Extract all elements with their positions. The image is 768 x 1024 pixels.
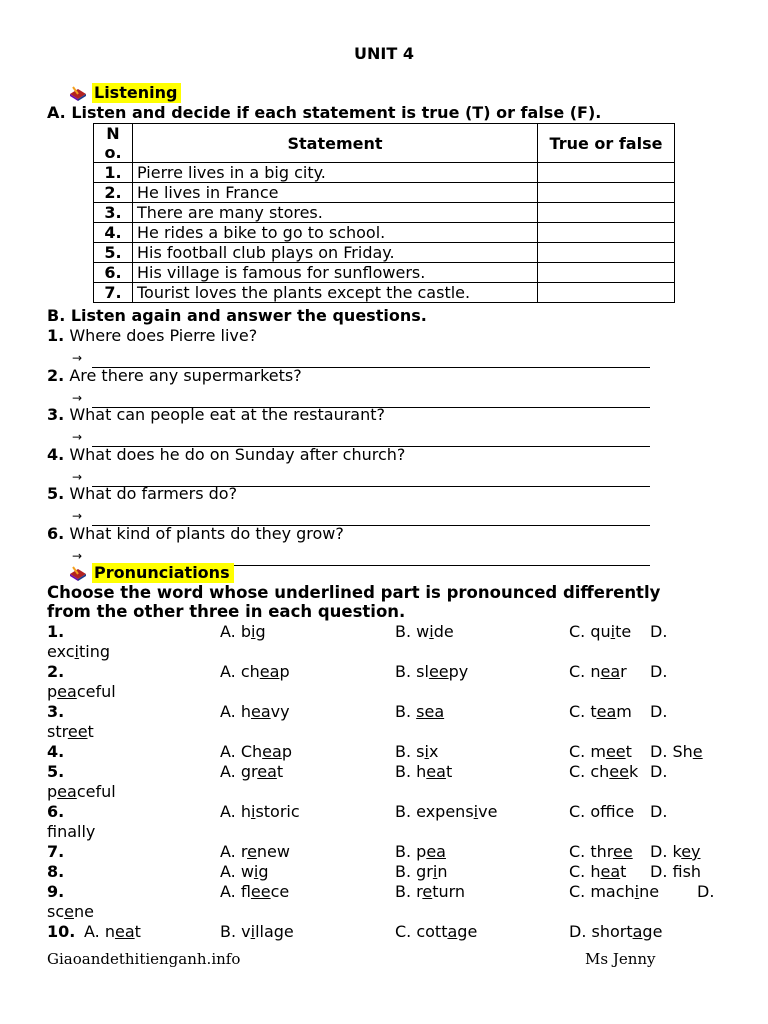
option-d[interactable] bbox=[650, 622, 667, 642]
word-part: B. sl bbox=[395, 662, 429, 681]
underlined-part: e bbox=[64, 902, 74, 921]
statement-number: 4. bbox=[94, 223, 133, 243]
word-part: D. bbox=[650, 662, 668, 681]
option-d-word[interactable] bbox=[47, 682, 116, 702]
true-false-answer-cell[interactable] bbox=[538, 283, 675, 303]
true-false-answer-cell[interactable] bbox=[538, 243, 675, 263]
underlined-part: ee bbox=[428, 662, 449, 681]
underlined-part: ea bbox=[426, 842, 446, 861]
underlined-part: i bbox=[610, 622, 616, 641]
option-word bbox=[395, 662, 468, 681]
word-part: B. v bbox=[220, 922, 251, 941]
item-number: 2. bbox=[47, 662, 65, 681]
pronunciation-heading bbox=[68, 563, 234, 583]
option-word bbox=[47, 722, 94, 741]
option-d-word[interactable] bbox=[47, 782, 116, 802]
question bbox=[47, 366, 302, 386]
word-part: A. Ch bbox=[220, 742, 263, 761]
option-word bbox=[47, 682, 116, 701]
underlined-part: a bbox=[447, 922, 458, 941]
option-word bbox=[395, 622, 454, 641]
arrow-icon: → bbox=[72, 430, 83, 444]
word-part: ting bbox=[79, 642, 111, 661]
question-text: What do farmers do? bbox=[69, 484, 238, 503]
word-part: C. mach bbox=[569, 882, 635, 901]
question-text: What does he do on Sunday after church? bbox=[69, 444, 406, 464]
statement-table bbox=[93, 123, 675, 303]
word-part: A. ch bbox=[220, 662, 260, 681]
word-part: str bbox=[47, 722, 68, 741]
underlined-part: ea bbox=[600, 862, 621, 881]
option-d-word[interactable] bbox=[47, 642, 110, 662]
statement-row bbox=[94, 283, 675, 303]
option-b[interactable] bbox=[395, 742, 438, 762]
question-number: 6. bbox=[47, 523, 65, 543]
statement-row bbox=[94, 163, 675, 183]
word-part: D. Sh bbox=[650, 742, 693, 761]
option-word bbox=[220, 842, 290, 861]
option-c[interactable] bbox=[569, 742, 632, 762]
item-number: 1. bbox=[47, 622, 65, 641]
word-part: B. h bbox=[395, 762, 427, 781]
option-b[interactable] bbox=[395, 842, 446, 862]
word-part: C. ch bbox=[569, 762, 610, 781]
word-part: t bbox=[445, 762, 453, 781]
option-a[interactable] bbox=[220, 742, 292, 762]
option-word bbox=[569, 622, 631, 641]
option-c[interactable] bbox=[569, 662, 627, 682]
word-part: D. f bbox=[650, 862, 683, 881]
option-word bbox=[395, 742, 438, 761]
word-part: llage bbox=[255, 922, 294, 941]
word-part: ge bbox=[457, 922, 478, 941]
question-number: 1. bbox=[47, 326, 65, 345]
word-part: C. m bbox=[569, 742, 606, 761]
option-word bbox=[220, 922, 294, 941]
option-d[interactable] bbox=[650, 702, 667, 722]
statement-text: There are many stores. bbox=[133, 203, 538, 223]
option-word bbox=[650, 802, 667, 821]
underlined-part: ea bbox=[426, 762, 446, 781]
word-part: ge bbox=[642, 922, 663, 941]
option-a[interactable] bbox=[220, 802, 300, 822]
word-part: p bbox=[281, 742, 292, 761]
word-part: B. gr bbox=[395, 862, 433, 881]
instruction-b: B. Listen again and answer the questions. bbox=[47, 306, 427, 325]
question bbox=[47, 445, 405, 465]
item-number: 6. bbox=[47, 802, 65, 821]
option-c[interactable] bbox=[569, 862, 626, 882]
word-part: A. n bbox=[84, 922, 115, 941]
option-word bbox=[650, 702, 667, 721]
option-d[interactable] bbox=[697, 882, 714, 902]
option-word bbox=[220, 622, 266, 641]
option-d[interactable] bbox=[650, 742, 703, 762]
option-d-word[interactable] bbox=[47, 822, 95, 842]
option-word bbox=[569, 862, 626, 881]
option-d[interactable] bbox=[650, 662, 667, 682]
arrow-icon: → bbox=[72, 509, 83, 523]
word-part: A. h bbox=[220, 802, 251, 821]
option-b[interactable] bbox=[395, 662, 468, 682]
word-part: ceful bbox=[76, 682, 116, 701]
question-number: 5. bbox=[47, 484, 65, 503]
word-part: B. expens bbox=[395, 802, 474, 821]
statement-row bbox=[94, 183, 675, 203]
item-number: 5. bbox=[47, 762, 65, 781]
book-bullet-icon bbox=[68, 85, 88, 101]
word-part: ne bbox=[73, 902, 94, 921]
option-word bbox=[650, 762, 667, 781]
true-false-answer-cell[interactable] bbox=[538, 203, 675, 223]
word-part: new bbox=[256, 842, 290, 861]
statement-number: 1. bbox=[94, 163, 133, 183]
page-title: UNIT 4 bbox=[354, 44, 414, 63]
option-word bbox=[395, 882, 465, 901]
underlined-part: ea bbox=[259, 662, 280, 681]
item-number: 4. bbox=[47, 742, 65, 761]
item-number: 3. bbox=[47, 702, 65, 721]
question bbox=[47, 326, 257, 346]
word-part: m bbox=[616, 702, 632, 721]
word-part: r bbox=[620, 662, 627, 681]
underlined-part: ee bbox=[605, 742, 626, 761]
option-word bbox=[569, 762, 638, 781]
underlined-part: i bbox=[429, 622, 434, 641]
word-part: t bbox=[134, 922, 141, 941]
word-part: t bbox=[620, 862, 627, 881]
option-d[interactable] bbox=[650, 802, 667, 822]
item-number: 10. bbox=[47, 922, 76, 941]
option-d[interactable] bbox=[650, 842, 701, 862]
statement-text: His football club plays on Friday. bbox=[133, 243, 538, 263]
word-part: k bbox=[628, 762, 639, 781]
option-b[interactable] bbox=[220, 922, 294, 942]
question-text: What can people eat at the restaurant? bbox=[69, 405, 386, 424]
option-word bbox=[220, 862, 269, 881]
footer-author: Ms Jenny bbox=[585, 950, 656, 968]
word-part: n bbox=[437, 862, 448, 881]
underlined-part: i bbox=[74, 642, 79, 661]
statement-row bbox=[94, 263, 675, 283]
pronunciation-instruction-1: Choose the word whose underlined part is pronounced differently bbox=[47, 583, 661, 602]
underlined-part: ea bbox=[250, 702, 271, 721]
option-word bbox=[220, 702, 290, 721]
option-word bbox=[650, 842, 701, 861]
word-part: D. bbox=[697, 882, 715, 901]
footer-source: Giaoandethitienganh.info bbox=[47, 950, 241, 968]
question-number: 3. bbox=[47, 405, 65, 424]
option-word bbox=[569, 802, 634, 821]
option-c[interactable] bbox=[569, 882, 659, 902]
question bbox=[47, 524, 344, 544]
pronunciation-label: Pronunciations bbox=[92, 563, 234, 583]
word-part: nally bbox=[57, 822, 96, 841]
option-word bbox=[650, 862, 701, 881]
word-part: ce bbox=[270, 882, 290, 901]
word-part: C. qu bbox=[569, 622, 611, 641]
word-part: C. h bbox=[569, 862, 601, 881]
option-word bbox=[220, 762, 283, 781]
statement-row bbox=[94, 203, 675, 223]
item-number: 8. bbox=[47, 862, 65, 881]
header-true-false: True or false bbox=[538, 124, 675, 163]
word-part: te bbox=[615, 622, 632, 641]
option-c[interactable] bbox=[569, 762, 638, 782]
option-word bbox=[569, 702, 632, 721]
underlined-part: ea bbox=[257, 762, 277, 781]
word-part: C. cott bbox=[395, 922, 448, 941]
instruction-a: A. Listen and decide if each statement is true (T) or false (F). bbox=[47, 103, 602, 122]
word-part: ceful bbox=[76, 782, 116, 801]
option-a[interactable] bbox=[84, 922, 141, 942]
underlined-part: i bbox=[473, 802, 479, 821]
true-false-answer-cell[interactable] bbox=[538, 183, 675, 203]
word-part: D. bbox=[650, 802, 668, 821]
option-word bbox=[220, 662, 290, 681]
underlined-part: i bbox=[432, 862, 438, 881]
option-c[interactable] bbox=[569, 702, 632, 722]
statement-number: 3. bbox=[94, 203, 133, 223]
option-d[interactable] bbox=[569, 922, 662, 942]
word-part: p bbox=[279, 662, 290, 681]
option-word bbox=[395, 922, 477, 941]
underlined-part: ea bbox=[57, 682, 77, 701]
underlined-part: ea bbox=[596, 702, 617, 721]
arrow-icon: → bbox=[72, 351, 83, 365]
question-text: Are there any supermarkets? bbox=[69, 365, 302, 385]
option-d[interactable] bbox=[650, 862, 701, 882]
statement-text: Pierre lives in a big city. bbox=[133, 163, 538, 183]
word-part: g bbox=[258, 862, 269, 881]
word-part: sh bbox=[682, 862, 702, 881]
option-c[interactable] bbox=[569, 842, 633, 862]
word-part: A. w bbox=[220, 862, 254, 881]
word-part: B. r bbox=[395, 882, 423, 901]
underlined-part: a bbox=[632, 922, 643, 941]
option-word bbox=[395, 702, 444, 721]
word-part: D. bbox=[650, 702, 668, 721]
word-part: D. bbox=[650, 762, 668, 781]
option-c[interactable] bbox=[569, 622, 631, 642]
word-part: exc bbox=[47, 642, 75, 661]
option-a[interactable] bbox=[220, 862, 269, 882]
word-part: vy bbox=[270, 702, 290, 721]
underlined-part: ee bbox=[612, 842, 633, 861]
statement-number: 2. bbox=[94, 183, 133, 203]
option-c[interactable] bbox=[569, 802, 634, 822]
option-word bbox=[569, 922, 662, 941]
word-part: C. t bbox=[569, 702, 597, 721]
header-no: N o. bbox=[94, 124, 133, 163]
pronunciation-instruction-2: from the other three in each question. bbox=[47, 602, 406, 621]
statement-text: Tourist loves the plants except the castle. bbox=[133, 283, 538, 303]
true-false-answer-cell[interactable] bbox=[538, 163, 675, 183]
option-word bbox=[697, 882, 714, 901]
option-a[interactable] bbox=[220, 702, 290, 722]
statement-number: 5. bbox=[94, 243, 133, 263]
option-word bbox=[47, 642, 110, 661]
statement-text: He lives in France bbox=[133, 183, 538, 203]
word-part: t bbox=[276, 762, 284, 781]
option-a[interactable] bbox=[220, 762, 283, 782]
question-text: Where does Pierre live? bbox=[69, 326, 258, 345]
option-b[interactable] bbox=[395, 762, 452, 782]
header-statement: Statement bbox=[133, 124, 538, 163]
option-word bbox=[395, 862, 447, 881]
option-word bbox=[47, 902, 94, 921]
option-d-word[interactable] bbox=[47, 722, 94, 742]
listening-label: Listening bbox=[92, 83, 181, 103]
underlined-part: ea bbox=[114, 922, 135, 941]
question bbox=[47, 484, 237, 504]
option-word bbox=[569, 882, 659, 901]
word-part: C. n bbox=[569, 662, 601, 681]
word-part: p bbox=[47, 682, 58, 701]
arrow-icon: → bbox=[72, 548, 83, 563]
word-part: x bbox=[428, 742, 439, 761]
word-part: A. fl bbox=[220, 882, 251, 901]
true-false-answer-cell[interactable] bbox=[538, 263, 675, 283]
underlined-part: ee bbox=[609, 762, 629, 781]
option-a[interactable] bbox=[220, 622, 266, 642]
question-number: 4. bbox=[47, 444, 65, 464]
word-part: py bbox=[448, 662, 469, 681]
word-part: ne bbox=[639, 882, 660, 901]
underlined-part: ee bbox=[250, 882, 271, 901]
word-part: B. w bbox=[395, 622, 430, 641]
word-part: A. b bbox=[220, 622, 251, 641]
arrow-icon: → bbox=[72, 469, 83, 484]
option-word bbox=[84, 922, 141, 941]
option-word bbox=[650, 662, 667, 681]
option-word bbox=[220, 802, 300, 821]
underlined-part: i bbox=[250, 922, 256, 941]
underlined-part: e bbox=[247, 842, 257, 861]
word-part: ce bbox=[615, 802, 635, 821]
option-b[interactable] bbox=[395, 622, 454, 642]
option-a[interactable] bbox=[220, 662, 290, 682]
underlined-part: i bbox=[250, 802, 256, 821]
underlined-part: i bbox=[634, 882, 640, 901]
option-d[interactable] bbox=[650, 762, 667, 782]
underlined-part: ee bbox=[67, 722, 88, 741]
statement-number: 6. bbox=[94, 263, 133, 283]
option-word bbox=[569, 742, 632, 761]
option-b[interactable] bbox=[395, 802, 497, 822]
word-part: p bbox=[47, 782, 58, 801]
underlined-part: i bbox=[253, 862, 259, 881]
option-word bbox=[220, 882, 289, 901]
word-part: ve bbox=[478, 802, 498, 821]
underlined-part: ey bbox=[681, 842, 701, 861]
underlined-part: i bbox=[424, 742, 429, 761]
underlined-part: i bbox=[251, 622, 256, 641]
option-word bbox=[395, 842, 446, 861]
word-part: g bbox=[255, 622, 266, 641]
option-word bbox=[650, 742, 703, 761]
word-part: A. r bbox=[220, 842, 248, 861]
option-word bbox=[220, 742, 292, 761]
option-a[interactable] bbox=[220, 842, 290, 862]
option-word bbox=[569, 842, 633, 861]
option-b[interactable] bbox=[395, 882, 465, 902]
item-number: 9. bbox=[47, 882, 65, 901]
option-b[interactable] bbox=[395, 702, 444, 722]
word-part: t bbox=[87, 722, 94, 741]
word-part: C. thr bbox=[569, 842, 613, 861]
option-word bbox=[47, 822, 95, 841]
word-part: A. gr bbox=[220, 762, 258, 781]
statement-text: He rides a bike to go to school. bbox=[133, 223, 538, 243]
option-word bbox=[650, 622, 667, 641]
statement-row bbox=[94, 223, 675, 243]
question bbox=[47, 405, 385, 425]
underlined-part: e bbox=[422, 882, 433, 901]
underlined-part: ea bbox=[600, 662, 621, 681]
option-word bbox=[395, 762, 452, 781]
word-part: C. off bbox=[569, 802, 616, 821]
option-c[interactable] bbox=[395, 922, 477, 942]
statement-text: His village is famous for sunflowers. bbox=[133, 263, 538, 283]
question-text: What kind of plants do they grow? bbox=[69, 523, 344, 543]
word-part: D. bbox=[650, 622, 668, 641]
option-a[interactable] bbox=[220, 882, 289, 902]
underlined-part: ea bbox=[262, 742, 282, 761]
word-part: A. h bbox=[220, 702, 251, 721]
option-word bbox=[569, 662, 627, 681]
option-b[interactable] bbox=[395, 862, 447, 882]
item-number: 7. bbox=[47, 842, 65, 861]
word-part: D. short bbox=[569, 922, 633, 941]
word-part: B. p bbox=[395, 842, 427, 861]
underlined-part: sea bbox=[416, 702, 445, 721]
underlined-part: e bbox=[692, 742, 703, 761]
arrow-icon: → bbox=[72, 390, 83, 405]
listening-heading bbox=[68, 83, 181, 103]
word-part: B. s bbox=[395, 742, 425, 761]
word-part: sc bbox=[47, 902, 65, 921]
word-part: storic bbox=[255, 802, 300, 821]
statement-number: 7. bbox=[94, 283, 133, 303]
word-part: t bbox=[625, 742, 632, 761]
true-false-answer-cell[interactable] bbox=[538, 223, 675, 243]
word-part: de bbox=[433, 622, 454, 641]
word-part: f bbox=[47, 822, 58, 841]
statement-row bbox=[94, 243, 675, 263]
book-bullet-icon bbox=[68, 565, 88, 581]
option-word bbox=[47, 782, 116, 801]
word-part: D. k bbox=[650, 842, 682, 861]
word-part: B. bbox=[395, 702, 417, 721]
question-number: 2. bbox=[47, 365, 65, 385]
word-part: turn bbox=[432, 882, 466, 901]
option-d-word[interactable] bbox=[47, 902, 94, 922]
option-word bbox=[395, 802, 497, 821]
underlined-part: ea bbox=[57, 782, 77, 801]
